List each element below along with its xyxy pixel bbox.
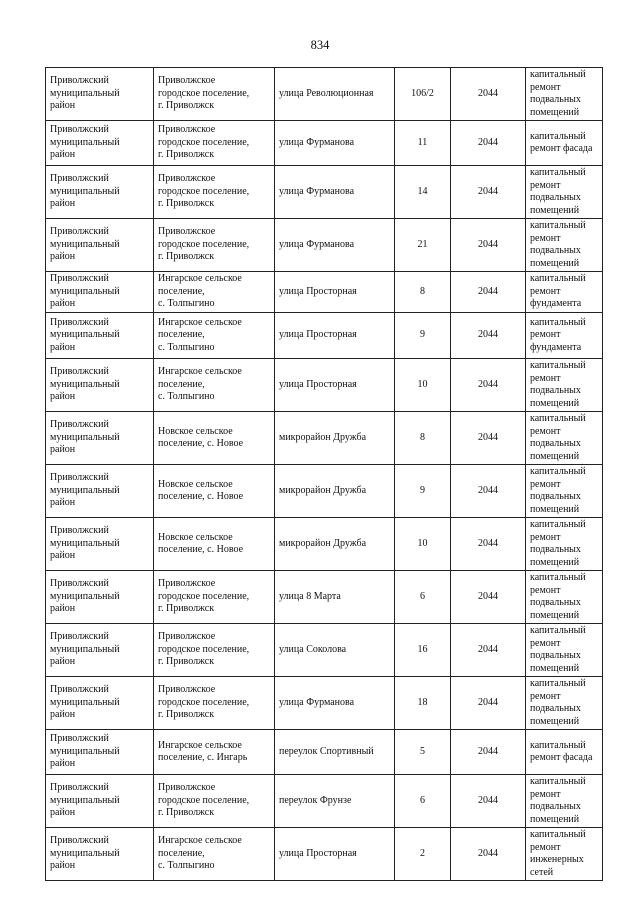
table-row — [46, 624, 603, 677]
settlement-cell: Новское сельское поселение, с. Новое — [154, 412, 275, 465]
year-cell: 2044 — [451, 313, 526, 359]
year-cell: 2044 — [451, 571, 526, 624]
district-cell: Приволжский муниципальный район — [46, 465, 154, 518]
district-cell: Приволжский муниципальный район — [46, 775, 154, 828]
house-number-cell: 5 — [395, 730, 451, 775]
district-cell: Приволжский муниципальный район — [46, 359, 154, 412]
repair-registry-table — [45, 67, 603, 881]
settlement-cell: Приволжское городское поселение, г. Приволжск — [154, 166, 275, 219]
settlement-cell: Ингарское сельское поселение, с. Толпыгино — [154, 359, 275, 412]
work-type-cell: капитальный ремонт подвальных помещений — [526, 166, 603, 219]
work-type-cell: капитальный ремонт подвальных помещений — [526, 465, 603, 518]
settlement-cell: Приволжское городское поселение, г. Приволжск — [154, 571, 275, 624]
street-cell: микрорайон Дружба — [275, 518, 395, 571]
table-row — [46, 518, 603, 571]
street-cell: улица Фурманова — [275, 166, 395, 219]
table-row — [46, 730, 603, 775]
house-number-cell: 9 — [395, 465, 451, 518]
house-number-cell: 18 — [395, 677, 451, 730]
work-type-cell: капитальный ремонт подвальных помещений — [526, 518, 603, 571]
table-row — [46, 272, 603, 313]
year-cell: 2044 — [451, 730, 526, 775]
district-cell: Приволжский муниципальный район — [46, 412, 154, 465]
year-cell: 2044 — [451, 412, 526, 465]
year-cell: 2044 — [451, 677, 526, 730]
settlement-cell: Приволжское городское поселение, г. Приволжск — [154, 219, 275, 272]
table-row — [46, 166, 603, 219]
table-row — [46, 571, 603, 624]
street-cell: переулок Спортивный — [275, 730, 395, 775]
year-cell: 2044 — [451, 272, 526, 313]
work-type-cell: капитальный ремонт подвальных помещений — [526, 775, 603, 828]
district-cell: Приволжский муниципальный район — [46, 121, 154, 166]
table-row — [46, 775, 603, 828]
year-cell: 2044 — [451, 166, 526, 219]
year-cell: 2044 — [451, 775, 526, 828]
district-cell: Приволжский муниципальный район — [46, 518, 154, 571]
year-cell: 2044 — [451, 121, 526, 166]
settlement-cell: Новское сельское поселение, с. Новое — [154, 518, 275, 571]
work-type-cell: капитальный ремонт подвальных помещений — [526, 359, 603, 412]
house-number-cell: 10 — [395, 518, 451, 571]
house-number-cell: 8 — [395, 272, 451, 313]
table-row — [46, 313, 603, 359]
year-cell: 2044 — [451, 624, 526, 677]
district-cell: Приволжский муниципальный район — [46, 677, 154, 730]
house-number-cell: 106/2 — [395, 68, 451, 121]
house-number-cell: 10 — [395, 359, 451, 412]
district-cell: Приволжский муниципальный район — [46, 68, 154, 121]
work-type-cell: капитальный ремонт подвальных помещений — [526, 571, 603, 624]
street-cell: улица Просторная — [275, 272, 395, 313]
table-body — [46, 68, 603, 881]
year-cell: 2044 — [451, 219, 526, 272]
house-number-cell: 21 — [395, 219, 451, 272]
district-cell: Приволжский муниципальный район — [46, 166, 154, 219]
settlement-cell: Ингарское сельское поселение, с. Толпыгино — [154, 313, 275, 359]
year-cell: 2044 — [451, 359, 526, 412]
district-cell: Приволжский муниципальный район — [46, 272, 154, 313]
settlement-cell: Ингарское сельское поселение, с. Толпыгино — [154, 272, 275, 313]
settlement-cell: Приволжское городское поселение, г. Приволжск — [154, 121, 275, 166]
street-cell: микрорайон Дружба — [275, 465, 395, 518]
work-type-cell: капитальный ремонт подвальных помещений — [526, 677, 603, 730]
settlement-cell: Приволжское городское поселение, г. Приволжск — [154, 624, 275, 677]
table-row — [46, 121, 603, 166]
page-number: 834 — [310, 38, 330, 52]
house-number-cell: 14 — [395, 166, 451, 219]
year-cell: 2044 — [451, 465, 526, 518]
table-row — [46, 828, 603, 881]
settlement-cell: Новское сельское поселение, с. Новое — [154, 465, 275, 518]
district-cell: Приволжский муниципальный район — [46, 828, 154, 881]
street-cell: улица Революционная — [275, 68, 395, 121]
settlement-cell: Приволжское городское поселение, г. Приволжск — [154, 677, 275, 730]
year-cell: 2044 — [451, 518, 526, 571]
district-cell: Приволжский муниципальный район — [46, 219, 154, 272]
table-row — [46, 412, 603, 465]
street-cell: улица Просторная — [275, 313, 395, 359]
street-cell: улица 8 Марта — [275, 571, 395, 624]
house-number-cell: 16 — [395, 624, 451, 677]
work-type-cell: капитальный ремонт фундамента — [526, 313, 603, 359]
work-type-cell: капитальный ремонт инженерных сетей — [526, 828, 603, 881]
year-cell: 2044 — [451, 68, 526, 121]
table-row — [46, 465, 603, 518]
street-cell: улица Фурманова — [275, 121, 395, 166]
street-cell: улица Фурманова — [275, 677, 395, 730]
street-cell: улица Соколова — [275, 624, 395, 677]
settlement-cell: Ингарское сельское поселение, с. Ингарь — [154, 730, 275, 775]
district-cell: Приволжский муниципальный район — [46, 313, 154, 359]
street-cell: улица Просторная — [275, 359, 395, 412]
table-row — [46, 677, 603, 730]
house-number-cell: 11 — [395, 121, 451, 166]
settlement-cell: Приволжское городское поселение, г. Приволжск — [154, 68, 275, 121]
settlement-cell: Приволжское городское поселение, г. Приволжск — [154, 775, 275, 828]
district-cell: Приволжский муниципальный район — [46, 624, 154, 677]
house-number-cell: 2 — [395, 828, 451, 881]
house-number-cell: 6 — [395, 571, 451, 624]
work-type-cell: капитальный ремонт подвальных помещений — [526, 219, 603, 272]
table-row — [46, 219, 603, 272]
settlement-cell: Ингарское сельское поселение, с. Толпыгино — [154, 828, 275, 881]
work-type-cell: капитальный ремонт подвальных помещений — [526, 412, 603, 465]
work-type-cell: капитальный ремонт фундамента — [526, 272, 603, 313]
house-number-cell: 9 — [395, 313, 451, 359]
district-cell: Приволжский муниципальный район — [46, 730, 154, 775]
street-cell: переулок Фрунзе — [275, 775, 395, 828]
street-cell: улица Просторная — [275, 828, 395, 881]
district-cell: Приволжский муниципальный район — [46, 571, 154, 624]
house-number-cell: 8 — [395, 412, 451, 465]
work-type-cell: капитальный ремонт фасада — [526, 730, 603, 775]
work-type-cell: капитальный ремонт подвальных помещений — [526, 624, 603, 677]
work-type-cell: капитальный ремонт подвальных помещений — [526, 68, 603, 121]
street-cell: микрорайон Дружба — [275, 412, 395, 465]
table-row — [46, 68, 603, 121]
table-row — [46, 359, 603, 412]
house-number-cell: 6 — [395, 775, 451, 828]
work-type-cell: капитальный ремонт фасада — [526, 121, 603, 166]
year-cell: 2044 — [451, 828, 526, 881]
street-cell: улица Фурманова — [275, 219, 395, 272]
